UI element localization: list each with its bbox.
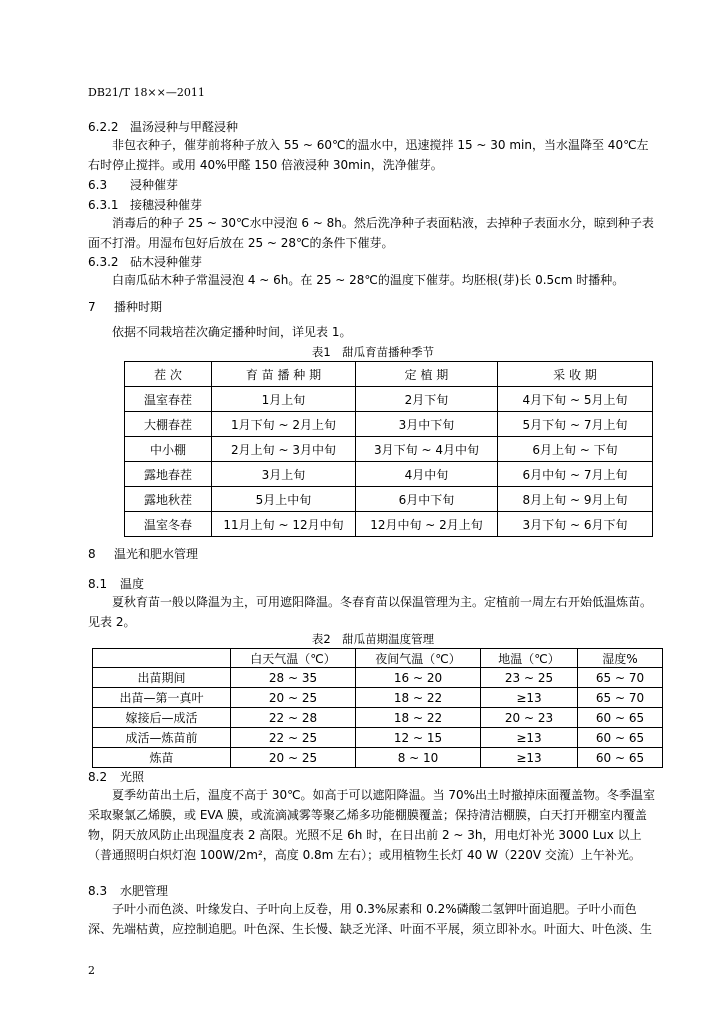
heading-number: 7: [88, 300, 96, 314]
table2-header-cell: [93, 649, 231, 668]
table2-cell: 12 ~ 15: [356, 728, 481, 748]
heading-title: 温光和肥水管理: [114, 547, 199, 561]
table1: [124, 361, 653, 537]
table2-row: [93, 708, 663, 728]
table2-cell: 出苗期间: [93, 668, 231, 688]
table2-cell: 23 ~ 25: [481, 668, 578, 688]
table1-cell: 8月上旬 ~ 9月上旬: [498, 487, 653, 512]
table2-cell: 65 ~ 70: [578, 688, 663, 708]
heading-number: 6.3.1: [88, 198, 119, 212]
heading-7: [88, 298, 162, 315]
table2-cell: 60 ~ 65: [578, 708, 663, 728]
table1-cell: 3月中下旬: [356, 412, 498, 437]
table1-cell: 3月上旬: [212, 462, 356, 487]
paragraph-8-1: 夏秋育苗一般以降温为主，可用遮阳降温。冬春育苗以保温管理为主。定植前一周左右开始低温炼苗。见表 2。: [88, 595, 653, 629]
table1-row: [125, 412, 653, 437]
table2-header-cell: 地温（℃）: [481, 649, 578, 668]
table1-row: [125, 387, 653, 412]
table1-cell: 4月中旬: [356, 462, 498, 487]
heading-title: 水肥管理: [120, 884, 169, 898]
table2-cell: 20 ~ 23: [481, 708, 578, 728]
table1-cell: 11月上旬 ~ 12月中旬: [212, 512, 356, 537]
table1-cell: 露地秋茬: [125, 487, 212, 512]
table2-row: [93, 688, 663, 708]
table1-cell: 4月下旬 ~ 5月上旬: [498, 387, 653, 412]
table2-cell: 18 ~ 22: [356, 708, 481, 728]
table2-header-cell: 湿度%: [578, 649, 663, 668]
paragraph-6-2-2: 非包衣种子，催芽前将种子放入 55 ~ 60℃的温水中，迅速搅拌 15 ~ 30 min，当水温降至 40℃左右时停止搅拌。或用 40%甲醛 150 倍液浸种 30min，洗净催芽。: [88, 138, 649, 172]
table1-cell: 温室春茬: [125, 387, 212, 412]
table2-cell: 60 ~ 65: [578, 748, 663, 768]
table1-cell: 3月下旬 ~ 4月中旬: [356, 437, 498, 462]
table1-row: [125, 487, 653, 512]
page-number: 2: [88, 964, 95, 977]
heading-number: 6.2.2: [88, 120, 119, 134]
table2-cell: 65 ~ 70: [578, 668, 663, 688]
table2-cell: 嫁接后—成活: [93, 708, 231, 728]
table1-caption: 表1 甜瓜育苗播种季节: [311, 345, 435, 359]
table1-cell: 5月下旬 ~ 7月上旬: [498, 412, 653, 437]
table1-cell: 3月下旬 ~ 6月下旬: [498, 512, 653, 537]
table2-cell: 炼苗: [93, 748, 231, 768]
table1-cell: 1月上旬: [212, 387, 356, 412]
table2-cell: 22 ~ 25: [231, 728, 356, 748]
table2-cell: ≥13: [481, 728, 578, 748]
table2: [92, 648, 663, 768]
table1-cell: 1月下旬 ~ 2月上旬: [212, 412, 356, 437]
heading-number: 6.3: [88, 178, 108, 192]
table1-cell: 6月中旬 ~ 7月上旬: [498, 462, 653, 487]
document-header: DB21/T 18××—2011: [88, 86, 205, 99]
table2-cell: 成活—炼苗前: [93, 728, 231, 748]
table1-header-cell: 采 收 期: [498, 362, 653, 387]
table2-row: [93, 748, 663, 768]
table2-caption: 表2 甜瓜苗期温度管理: [311, 632, 435, 646]
table1-header-cell: 定 植 期: [356, 362, 498, 387]
table2-row: [93, 728, 663, 748]
table1-cell: 2月上旬 ~ 3月中旬: [212, 437, 356, 462]
paragraph-6-3-1: 消毒后的种子 25 ~ 30℃水中浸泡 6 ~ 8h。然后洗净种子表面粘液，去掉种子表面水分，晾到种子表面不打滑。用湿布包好后放在 25 ~ 28℃的条件下催芽。: [88, 216, 654, 250]
table2-cell: 出苗—第一真叶: [93, 688, 231, 708]
table2-cell: 20 ~ 25: [231, 748, 356, 768]
heading-6-2-2: [88, 118, 238, 135]
table1-header-cell: 育 苗 播 种 期: [212, 362, 356, 387]
table1-cell: 6月中下旬: [356, 487, 498, 512]
table1-cell: 中小棚: [125, 437, 212, 462]
heading-6-3-2: [88, 253, 202, 270]
table2-cell: 28 ~ 35: [231, 668, 356, 688]
table2-cell: 16 ~ 20: [356, 668, 481, 688]
heading-title: 播种时期: [114, 300, 163, 314]
table2-cell: 60 ~ 65: [578, 728, 663, 748]
table1-cell: 露地春茬: [125, 462, 212, 487]
table1-row: [125, 462, 653, 487]
table2-cell: ≥13: [481, 748, 578, 768]
paragraph-6-3-2: 白南瓜砧木种子常温浸泡 4 ~ 6h。在 25 ~ 28℃的温度下催芽。均胚根(芽)长 0.5cm 时播种。: [112, 273, 625, 287]
table2-cell: 22 ~ 28: [231, 708, 356, 728]
heading-number: 6.3.2: [88, 255, 119, 269]
paragraph-8-2: 夏季幼苗出土后，温度不高于 30℃。如高于可以遮阳降温。当 70%出土时撤掉床面覆盖物。冬季温室采取聚氯乙烯膜，或 EVA 膜，或流滴减雾等聚乙烯多功能棚膜覆盖；保持清洁棚膜，白天打开棚室内覆盖物，阴天放风防止出现温度表 2 高限。光照不足 6h 时，在日出前 2 ~ 3h，用电灯补光 3000 Lux 以上（普通照明白炽灯泡 100W/2m²，高度 0.8m 左右）；或用植物生长灯 40 W（220V 交流）上午补光。: [88, 788, 656, 862]
paragraph-8-3: 子叶小而色淡、叶缘发白、子叶向上反卷，用 0.3%尿素和 0.2%磷酸二氢钾叶面追肥。子叶小而色深、先端枯黄，应控制追肥。叶色深、生长慢、缺乏光泽、叶面不平展，须立即补水。叶面大、叶色淡、生: [88, 902, 653, 936]
table1-cell: 温室冬春: [125, 512, 212, 537]
heading-6-3: [88, 176, 178, 193]
table1-cell: 6月上旬 ~ 下旬: [498, 437, 653, 462]
heading-8: [88, 545, 198, 562]
heading-number: 8.2: [88, 770, 108, 784]
table1-cell: 2月下旬: [356, 387, 498, 412]
table1-cell: 5月上中旬: [212, 487, 356, 512]
heading-title: 接穗浸种催芽: [130, 198, 203, 212]
table2-cell: ≥13: [481, 688, 578, 708]
heading-title: 光照: [120, 770, 145, 784]
table1-cell: 12月中旬 ~ 2月上旬: [356, 512, 498, 537]
heading-title: 砧木浸种催芽: [130, 255, 203, 269]
table2-header-cell: 白天气温（℃）: [231, 649, 356, 668]
table2-header-cell: 夜间气温（℃）: [356, 649, 481, 668]
table2-row: [93, 668, 663, 688]
table1-header-cell: 茬 次: [125, 362, 212, 387]
table2-cell: 18 ~ 22: [356, 688, 481, 708]
heading-8-3: [88, 882, 168, 899]
heading-8-2: [88, 768, 144, 785]
paragraph-7: 依据不同栽培茬次确定播种时间，详见表 1。: [112, 325, 352, 339]
heading-number: 8: [88, 547, 96, 561]
heading-number: 8.3: [88, 884, 108, 898]
table2-cell: 20 ~ 25: [231, 688, 356, 708]
table2-cell: 8 ~ 10: [356, 748, 481, 768]
heading-number: 8.1: [88, 577, 108, 591]
table1-row: [125, 437, 653, 462]
heading-title: 温度: [120, 577, 145, 591]
heading-title: 温汤浸种与甲醛浸种: [130, 120, 239, 134]
heading-6-3-1: [88, 196, 202, 213]
heading-8-1: [88, 575, 144, 592]
heading-title: 浸种催芽: [130, 178, 179, 192]
table1-cell: 大棚春茬: [125, 412, 212, 437]
table1-row: [125, 512, 653, 537]
